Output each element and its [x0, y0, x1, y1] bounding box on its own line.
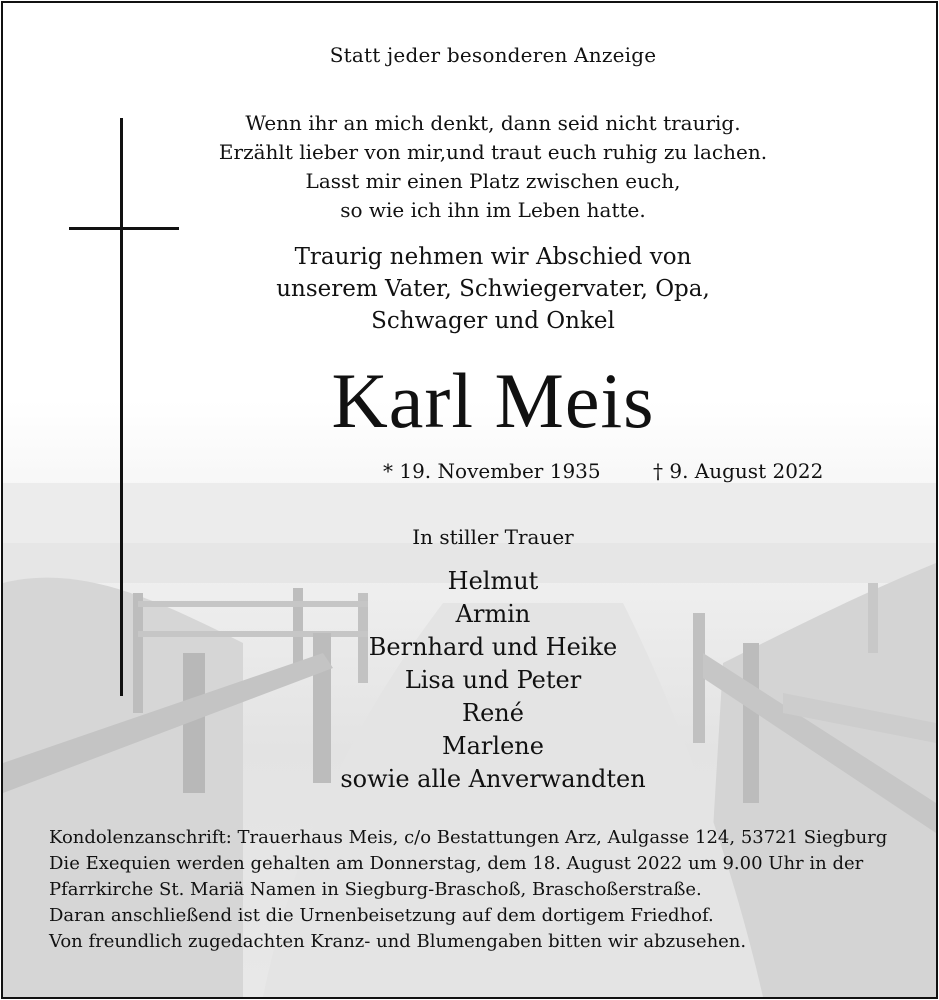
birth-date: * 19. November 1935: [383, 459, 601, 483]
poem-line: so wie ich ihn im Leben hatte.: [340, 198, 646, 222]
cross-icon-crossbar: [69, 227, 179, 230]
service-info-line: Pfarrkirche St. Mariä Namen in Siegburg-Braschoß, Braschoßerstraße.: [49, 879, 702, 900]
mourners-list: [123, 565, 863, 796]
poem-line: Wenn ihr an mich denkt, dann seid nicht traurig.: [245, 111, 741, 135]
burial-info-line: Daran anschließend ist die Urnenbeisetzung auf dem dortigem Friedhof.: [49, 905, 714, 926]
poem-line: Erzählt lieber von mir,und traut euch ruhig zu lachen.: [218, 140, 768, 164]
mourner-name: Helmut: [447, 567, 539, 595]
notice-header: Statt jeder besonderen Anzeige: [329, 43, 657, 67]
content-layer: [3, 3, 936, 997]
deceased-name: Karl Meis: [331, 357, 655, 444]
poem-line: Lasst mir einen Platz zwischen euch,: [305, 169, 681, 193]
death-date: † 9. August 2022: [653, 459, 824, 483]
mourner-name: sowie alle Anverwandten: [340, 765, 646, 793]
service-info-line: Die Exequien werden gehalten am Donnerstag, dem 18. August 2022 um 9.00 Uhr in der: [49, 853, 864, 874]
mourner-name: Armin: [455, 600, 531, 628]
obituary-notice: [1, 1, 938, 999]
mourner-name: Lisa und Peter: [404, 666, 582, 694]
mourner-name: René: [462, 699, 524, 727]
mourner-name: Marlene: [442, 732, 544, 760]
mourners-heading: In stiller Trauer: [412, 525, 574, 549]
farewell-intro: [123, 241, 863, 337]
funeral-details: [49, 825, 909, 955]
life-dates: [383, 459, 853, 487]
flowers-request-line: Von freundlich zugedachten Kranz- und Blumengaben bitten wir abzusehen.: [49, 931, 747, 952]
intro-line: Traurig nehmen wir Abschied von: [294, 244, 692, 270]
mourner-name: Bernhard und Heike: [368, 633, 618, 661]
condolence-address: Kondolenzanschrift: Trauerhaus Meis, c/o Bestattungen Arz, Aulgasse 124, 53721 Siegburg: [49, 827, 888, 848]
intro-line: Schwager und Onkel: [371, 308, 615, 334]
poem: [123, 109, 863, 225]
intro-line: unserem Vater, Schwiegervater, Opa,: [276, 276, 710, 302]
